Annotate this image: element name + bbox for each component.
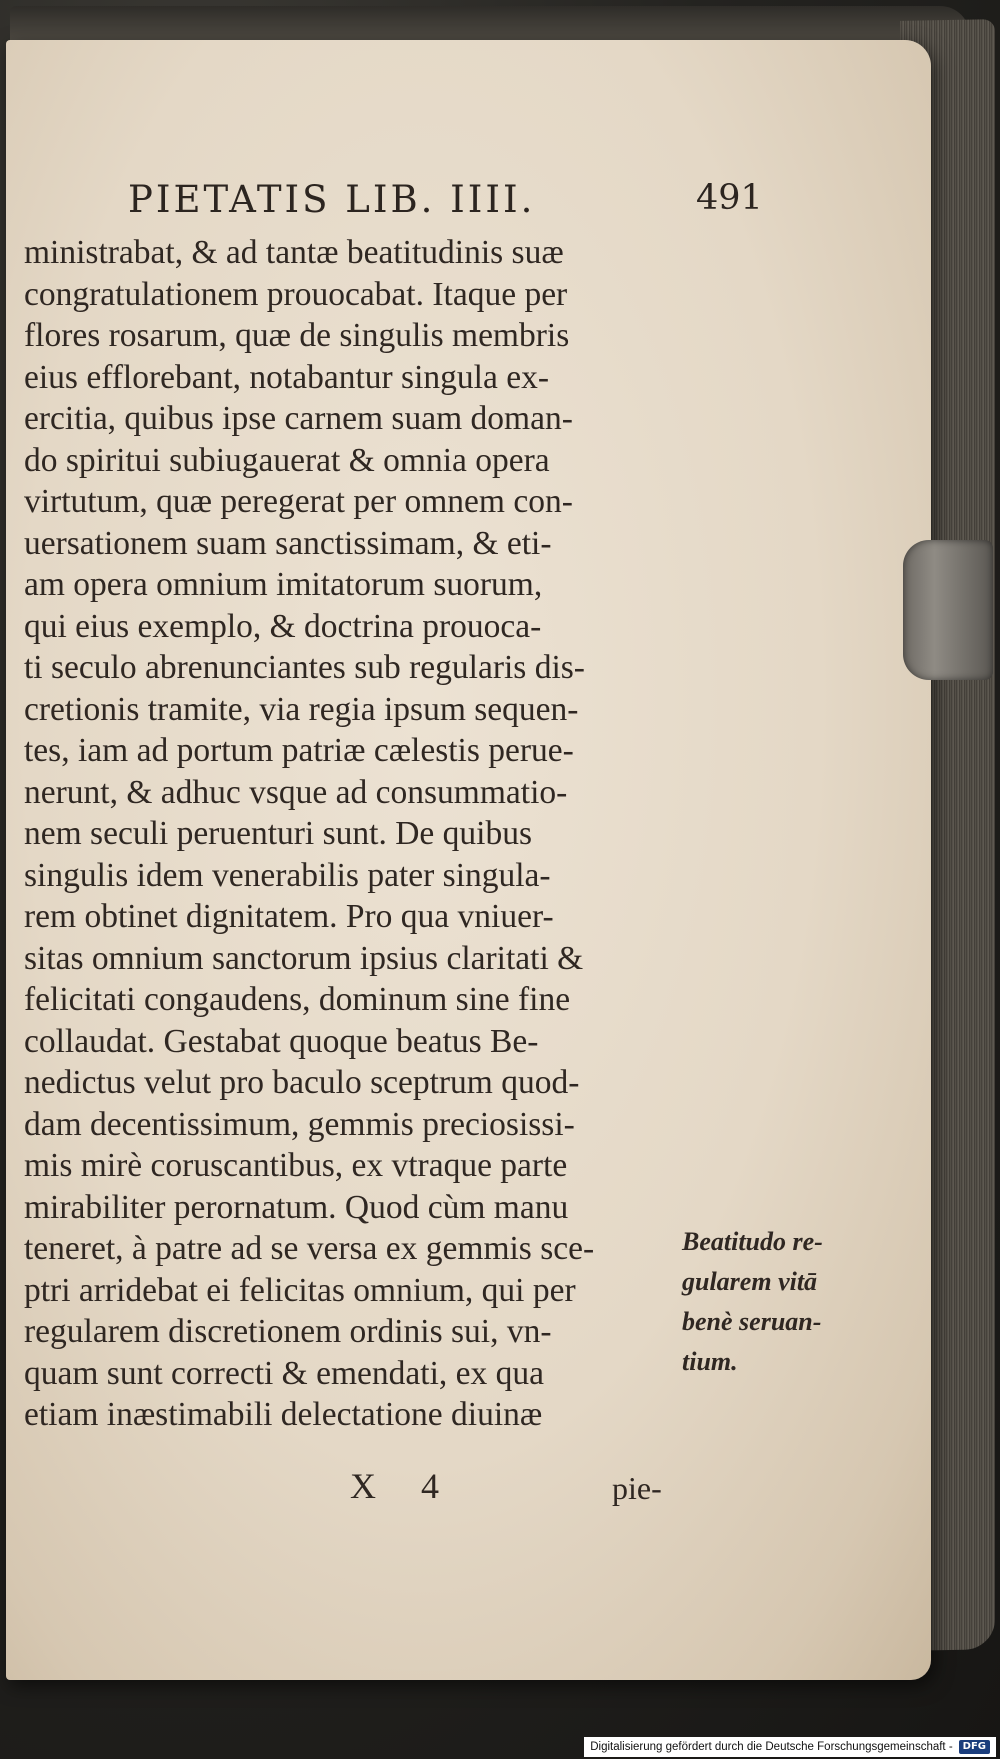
marginal-note-line: Beatitudo re- <box>682 1227 823 1256</box>
text-line: nem seculi peruenturi sunt. De quibus <box>24 815 532 852</box>
text-line: mirabiliter perornatum. Quod cùm manu <box>24 1188 569 1226</box>
text-line: ptri arridebat ei felicitas omnium, qui per <box>24 1271 576 1309</box>
text-line: collaudat. Gestabat quoque beatus Be- <box>24 1022 539 1060</box>
text-line: congratulationem prouocabat. Itaque per <box>24 275 568 313</box>
catchword: pie- <box>612 1470 662 1506</box>
marginal-note-line: gularem vitā <box>682 1267 818 1296</box>
text-line: sitas omnium sanctorum ipsius claritati & <box>24 939 584 977</box>
marginal-note-line: tium. <box>682 1347 738 1376</box>
text-line: do spiritui subiugauerat & omnia opera <box>24 441 550 479</box>
text-line: etiam inæstimabili delectatione diuinæ <box>24 1396 543 1433</box>
marginal-note <box>682 1222 857 1382</box>
text-line: ercitia, quibus ipse carnem suam doman- <box>24 400 573 437</box>
credit-text: Digitalisierung gefördert durch die Deutsche Forschungsgemeinschaft - <box>590 1741 953 1753</box>
text-line: regularem discretionem ordinis sui, vn- <box>24 1313 552 1350</box>
text-line: eius efflorebant, notabantur singula ex- <box>24 358 549 396</box>
text-line: nerunt, & adhuc vsque ad consummatio- <box>24 773 568 811</box>
text-line: qui eius exemplo, & doctrina prouoca- <box>24 607 542 645</box>
marginal-note-line: benè seruan- <box>682 1307 822 1336</box>
text-line: rem obtinet dignitatem. Pro qua vniuer- <box>24 898 554 935</box>
text-line: virtutum, quæ peregerat per omnem con- <box>24 483 573 520</box>
text-line: ti seculo abrenunciantes sub regularis dis- <box>24 649 585 686</box>
dfg-logo: DFG <box>959 1740 990 1754</box>
text-line: tes, iam ad portum patriæ cælestis perue- <box>24 732 574 769</box>
page-number: 491 <box>696 178 763 218</box>
text-line: teneret, à patre ad se versa ex gemmis sce- <box>24 1230 595 1267</box>
text-line: dam decentissimum, gemmis preciosissi- <box>24 1105 575 1143</box>
text-line: nedictus velut pro baculo sceptrum quod- <box>24 1064 580 1101</box>
text-line: singulis idem venerabilis pater singula- <box>24 856 551 894</box>
text-line: ministrabat, & ad tantæ beatitudinis suæ <box>24 234 564 271</box>
running-head: PIETATIS LIB. IIII. <box>128 178 536 221</box>
text-line: cretionis tramite, via regia ipsum sequen- <box>24 690 579 728</box>
text-line: quam sunt correcti & emendati, ex qua <box>24 1354 545 1392</box>
text-line: felicitati congaudens, dominum sine fine <box>24 981 571 1018</box>
book-clasp <box>903 540 993 680</box>
text-line: am opera omnium imitatorum suorum, <box>24 566 543 603</box>
digitization-credit <box>584 1737 996 1757</box>
text-line: mis mirè coruscantibus, ex vtraque parte <box>24 1147 568 1184</box>
text-line: flores rosarum, quæ de singulis membris <box>24 317 570 354</box>
body-text <box>24 232 704 1436</box>
text-line: uersationem suam sanctissimam, & eti- <box>24 524 552 562</box>
signature-mark: X 4 <box>350 1466 457 1506</box>
